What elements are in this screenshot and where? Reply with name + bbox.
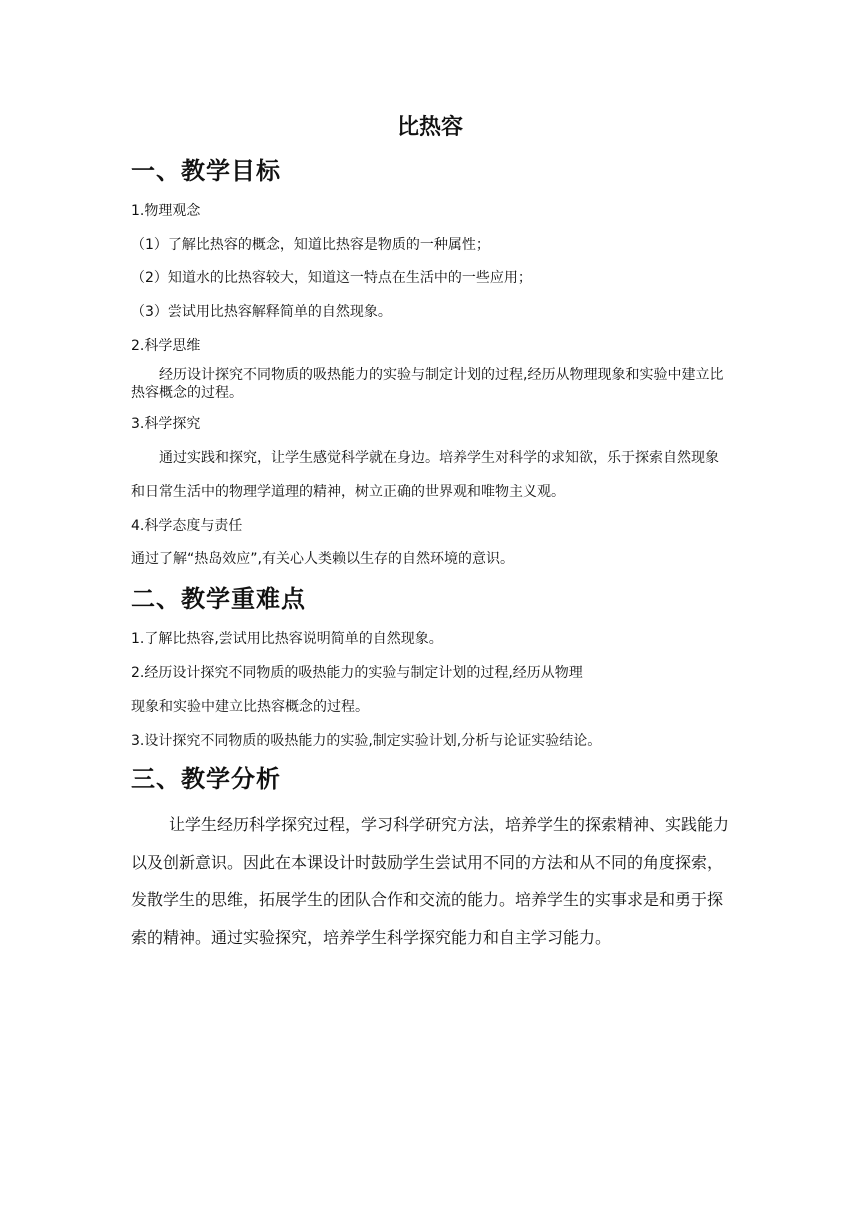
list-item: （3）尝试用比热容解释简单的自然现象。 bbox=[131, 304, 392, 320]
subsection-label-attitude-responsibility: 4.科学态度与责任 bbox=[131, 518, 243, 534]
list-item: 1.了解比热容,尝试用比热容说明简单的自然现象。 bbox=[131, 631, 443, 647]
subsection-label-scientific-inquiry: 3.科学探究 bbox=[131, 416, 201, 432]
list-item: 2.经历设计探究不同物质的吸热能力的实验与制定计划的过程,经历从物理 bbox=[131, 665, 583, 681]
list-item: （1）了解比热容的概念，知道比热容是物质的一种属性； bbox=[131, 237, 490, 253]
subsection-label-physics-concept: 1.物理观念 bbox=[131, 203, 201, 219]
list-item: 3.设计探究不同物质的吸热能力的实验,制定实验计划,分析与论证实验结论。 bbox=[131, 733, 602, 749]
section-heading-key-difficulties: 二、教学重难点 bbox=[131, 585, 306, 613]
paragraph-scientific-inquiry: 通过实践和探究，让学生感觉科学就在身边。培养学生对科学的求知欲，乐于探索自然现象和日常生活中的物理学道理的精神，树立正确的世界观和唯物主义观。 bbox=[131, 450, 719, 500]
list-item: 现象和实验中建立比热容概念的过程。 bbox=[131, 699, 369, 715]
document-title: 比热容 bbox=[396, 115, 463, 140]
list-item: （2）知道水的比热容较大，知道这一特点在生活中的一些应用； bbox=[131, 270, 532, 286]
paragraph-attitude-responsibility: 通过了解“热岛效应”,有关心人类赖以生存的自然环境的意识。 bbox=[131, 551, 514, 567]
section-heading-teaching-analysis: 三、教学分析 bbox=[131, 765, 281, 793]
paragraph-scientific-thinking: 经历设计探究不同物质的吸热能力的实验与制定计划的过程,经历从物理现象和实验中建立比热容概念的过程。 bbox=[131, 367, 724, 401]
paragraph-teaching-analysis: 让学生经历科学探究过程，学习科学研究方法，培养学生的探索精神、实践能力以及创新意识。因此在本课设计时鼓励学生尝试用不同的方法和从不同的角度探索，发散学生的思维，拓展学生的团队合作和交流的能力。培养学生的实事求是和勇于探索的精神。通过实验探究，培养学生科学探究能力和自主学习能力。 bbox=[131, 815, 730, 947]
section-heading-teaching-goals: 一、教学目标 bbox=[131, 157, 281, 185]
subsection-label-scientific-thinking: 2.科学思维 bbox=[131, 338, 201, 354]
